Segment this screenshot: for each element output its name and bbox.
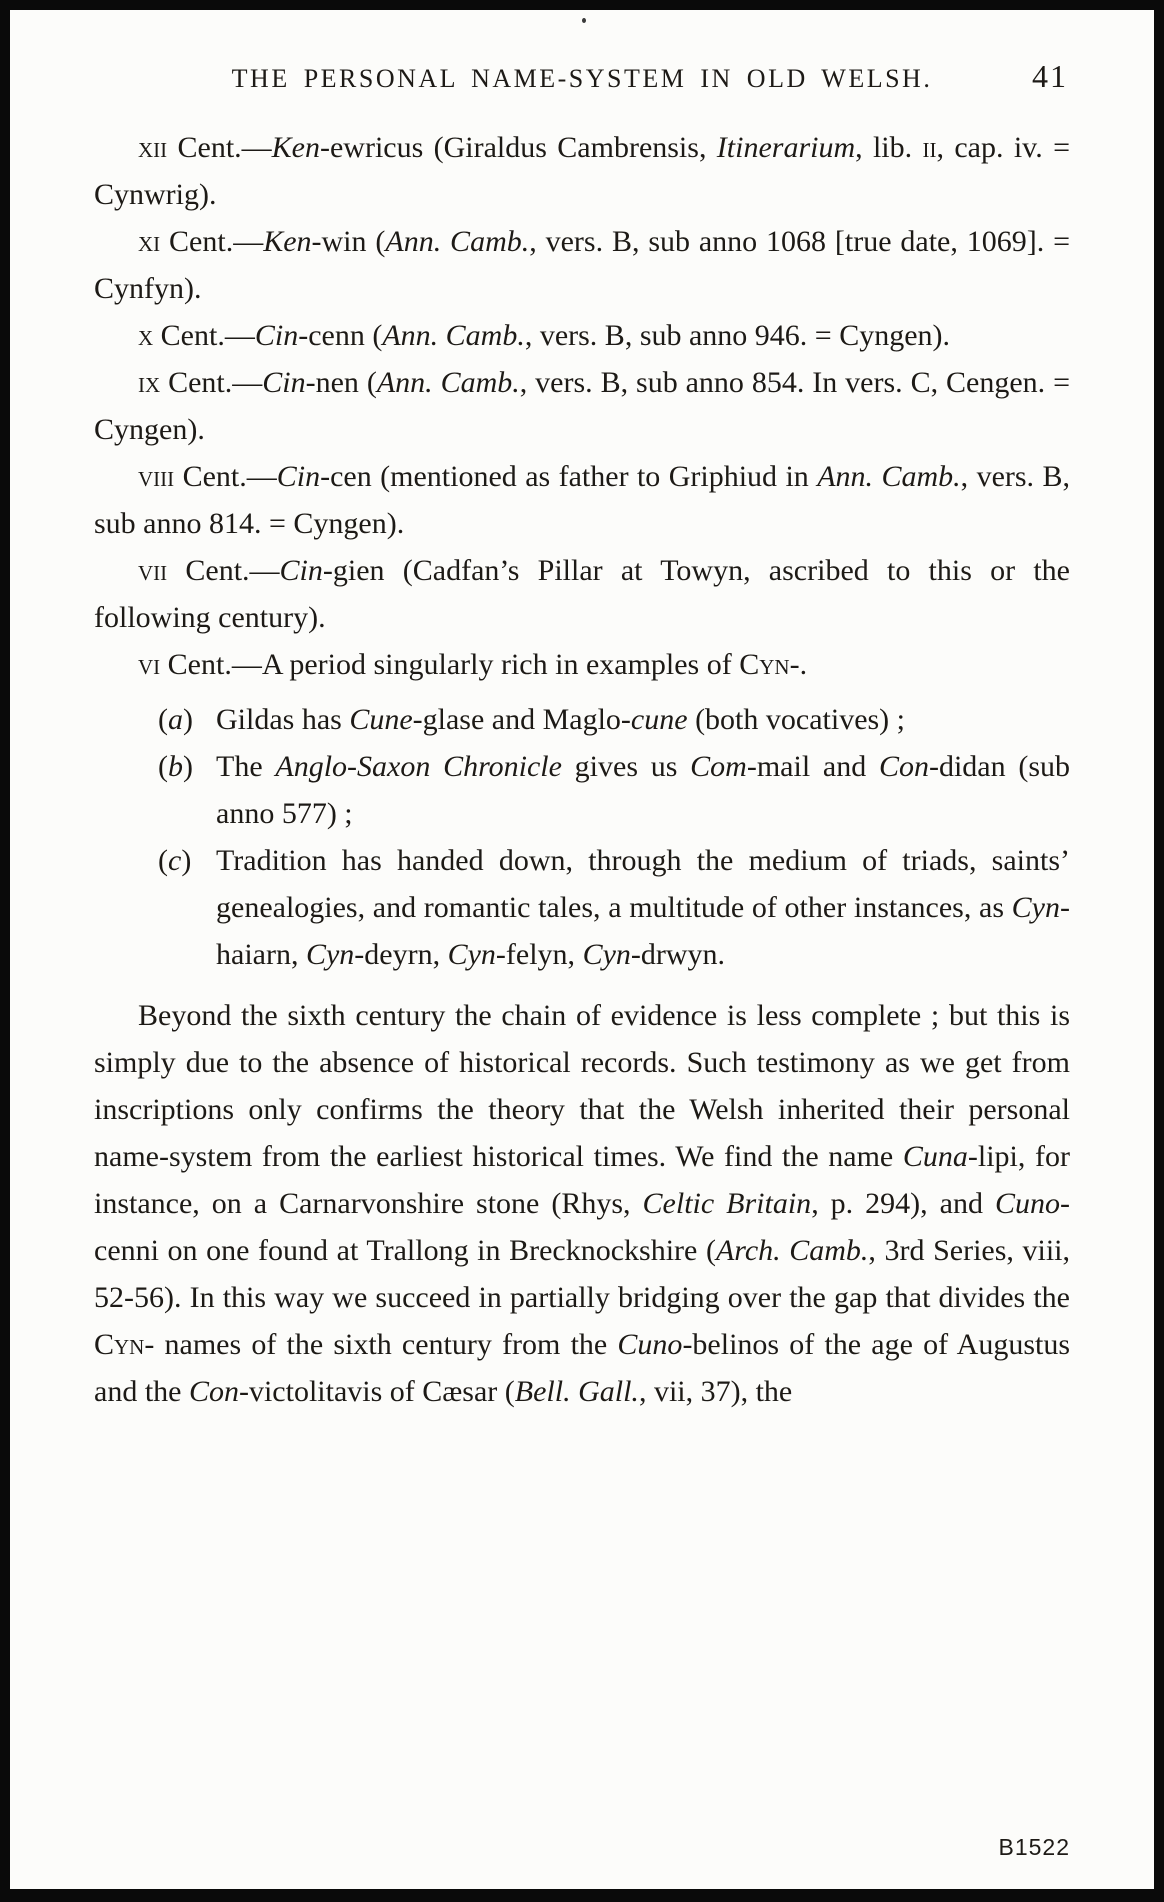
text-run: Tradition has handed down, through the medium of triads, saints’ genealogies, and romantic tales, a multitude of other instances, as [216, 844, 1070, 924]
text-run: Cent.— [174, 460, 277, 493]
scan-speck [582, 18, 586, 23]
smallcaps-run: ix [138, 366, 161, 399]
italic-run: Con [188, 1375, 239, 1408]
paragraph [94, 218, 1070, 312]
text-run: , vii, 37), the [638, 1375, 793, 1408]
smallcaps-run: x [138, 319, 154, 352]
list-item-label [158, 743, 216, 790]
text-run: -didan (sub anno 577) ; [216, 750, 1070, 830]
italic-run: a [168, 703, 183, 736]
page-number: 41 [1032, 58, 1068, 94]
paragraph [94, 992, 1070, 1415]
text-run: Cent.— [167, 554, 280, 587]
italic-run: Cyn [582, 938, 631, 971]
smallcaps-run: Cyn [739, 648, 790, 681]
list-item-label [158, 837, 216, 884]
text-run: , 3rd Series, viii, 52-56). In this way we succeed in partially bridging over the gap that divides the [94, 1234, 1070, 1314]
text-run: ( [158, 844, 168, 877]
list-item [94, 696, 1070, 743]
page-title: THE PERSONAL NAME-SYSTEM IN OLD WELSH. [231, 64, 933, 93]
paragraph [94, 312, 1070, 359]
italic-run: Cyn [305, 938, 355, 971]
catalog-mark: B1522 [998, 1834, 1070, 1860]
text-run: -cenni on one found at Trallong in Brecknockshire ( [94, 1187, 1070, 1267]
italic-run: Ken [271, 131, 320, 164]
smallcaps-run: vii [138, 554, 168, 587]
text-run: -. [789, 648, 808, 681]
text-run: -deyrn, [354, 938, 448, 971]
italic-run: Ken [263, 225, 312, 258]
text-run: , vers. B, sub anno 1068 [true date, 1069]. = Cynfyn). [94, 225, 1070, 305]
text-run: (both vocatives) ; [687, 703, 906, 736]
example-list [94, 696, 1070, 978]
text-run: , cap. iv. = Cynwrig). [94, 131, 1070, 211]
italic-run: Bell. Gall. [514, 1375, 639, 1408]
text-run: The [216, 750, 276, 783]
text-run: gives us [561, 750, 691, 783]
text-run: -felyn, [495, 938, 583, 971]
text-run: -mail and [746, 750, 879, 783]
text-run: -win ( [311, 225, 386, 258]
paragraph [94, 641, 1070, 688]
text-run: -ewricus (Giraldus Cambrensis, [320, 131, 717, 164]
italic-run: Celtic Britain [642, 1187, 812, 1220]
text-run: -gien (Cadfan’s Pillar at Towyn, ascribed to this or the following century). [94, 554, 1070, 634]
paragraph [94, 453, 1070, 547]
text-run: Beyond the sixth century the chain of evidence is less complete ; but this is simply due to the absence of historical records. Such testimony as we get from inscriptions only confirms the theory that the Welsh inherited their personal name-system from the earliest historical times. We find the name [94, 999, 1070, 1173]
text-run: , vers. B, sub anno 946. = Cyngen). [524, 319, 951, 352]
text-run: -haiarn, [216, 891, 1070, 971]
italic-run: Cuno [617, 1328, 683, 1361]
text-run: -cenn ( [298, 319, 383, 352]
text-run: -glase and Maglo- [412, 703, 631, 736]
italic-run: Cin [276, 460, 321, 493]
italic-run: b [168, 750, 183, 783]
text-run: , vers. B, sub anno 814. = Cyngen). [94, 460, 1070, 540]
page-header [94, 58, 1070, 94]
smallcaps-run: Cyn [94, 1328, 145, 1361]
italic-run: Cin [279, 554, 323, 587]
text-run: , lib. [855, 131, 923, 164]
smallcaps-run: ii [922, 131, 937, 164]
list-item [94, 743, 1070, 837]
italic-run: Arch. Camb. [715, 1234, 869, 1267]
italic-run: Com [690, 750, 747, 783]
text-run: , p. 294), and [811, 1187, 995, 1220]
text-run: ( [158, 750, 168, 783]
italic-run: Cuna [902, 1140, 968, 1173]
text-run: ) [181, 844, 192, 877]
italic-run: Ann. Camb. [376, 366, 520, 399]
text-run: Cent.— [160, 225, 264, 258]
smallcaps-run: vi [138, 648, 161, 681]
list-item-label [158, 696, 216, 743]
smallcaps-run: xii [138, 131, 168, 164]
italic-run: Cuno [994, 1187, 1060, 1220]
italic-run: Cyn [447, 938, 496, 971]
text-run: , vers. B, sub anno 854. In vers. C, Cengen. = Cyngen). [94, 366, 1070, 446]
list-item [94, 837, 1070, 978]
italic-run: Cune [349, 703, 413, 736]
italic-run: Cyn [1011, 891, 1060, 924]
paragraph [94, 124, 1070, 218]
text-run: Cent.— [160, 366, 263, 399]
italic-run: Ann. Camb. [382, 319, 525, 352]
text-run: ) [183, 750, 193, 783]
text-run: Gildas has [216, 703, 350, 736]
smallcaps-run: viii [138, 460, 175, 493]
italic-run: Ann. Camb. [385, 225, 530, 258]
text-run: -lipi, for instance, on a Carnarvonshire stone (Rhys, [94, 1140, 1070, 1220]
text-run: -belinos of the age of Augustus and the [94, 1328, 1070, 1408]
text-run: - names of the sixth century from the [144, 1328, 618, 1361]
text-run: Cent.— [153, 319, 255, 352]
italic-run: c [168, 844, 182, 877]
italic-run: Ann. Camb. [817, 460, 961, 493]
italic-run: Cin [262, 366, 306, 399]
italic-run: cune [630, 703, 688, 736]
italic-run: Anglo-Saxon Chronicle [275, 750, 562, 783]
text-run: -victolitavis of Cæsar ( [238, 1375, 515, 1408]
paragraph [94, 547, 1070, 641]
text-run: Cent.—A period singularly rich in examples of [160, 648, 740, 681]
text-run: ( [158, 703, 168, 736]
book-page [10, 10, 1154, 1889]
italic-run: Con [878, 750, 929, 783]
italic-run: Itinerarium [716, 131, 856, 164]
smallcaps-run: xi [138, 225, 161, 258]
italic-run: Cin [254, 319, 299, 352]
text-run: ) [183, 703, 193, 736]
text-run: -drwyn. [630, 938, 726, 971]
text-run: -cen (mentioned as father to Griphiud in [320, 460, 818, 493]
text-run: -nen ( [305, 366, 377, 399]
page-body [94, 124, 1070, 1415]
paragraph [94, 359, 1070, 453]
text-run: Cent.— [167, 131, 272, 164]
